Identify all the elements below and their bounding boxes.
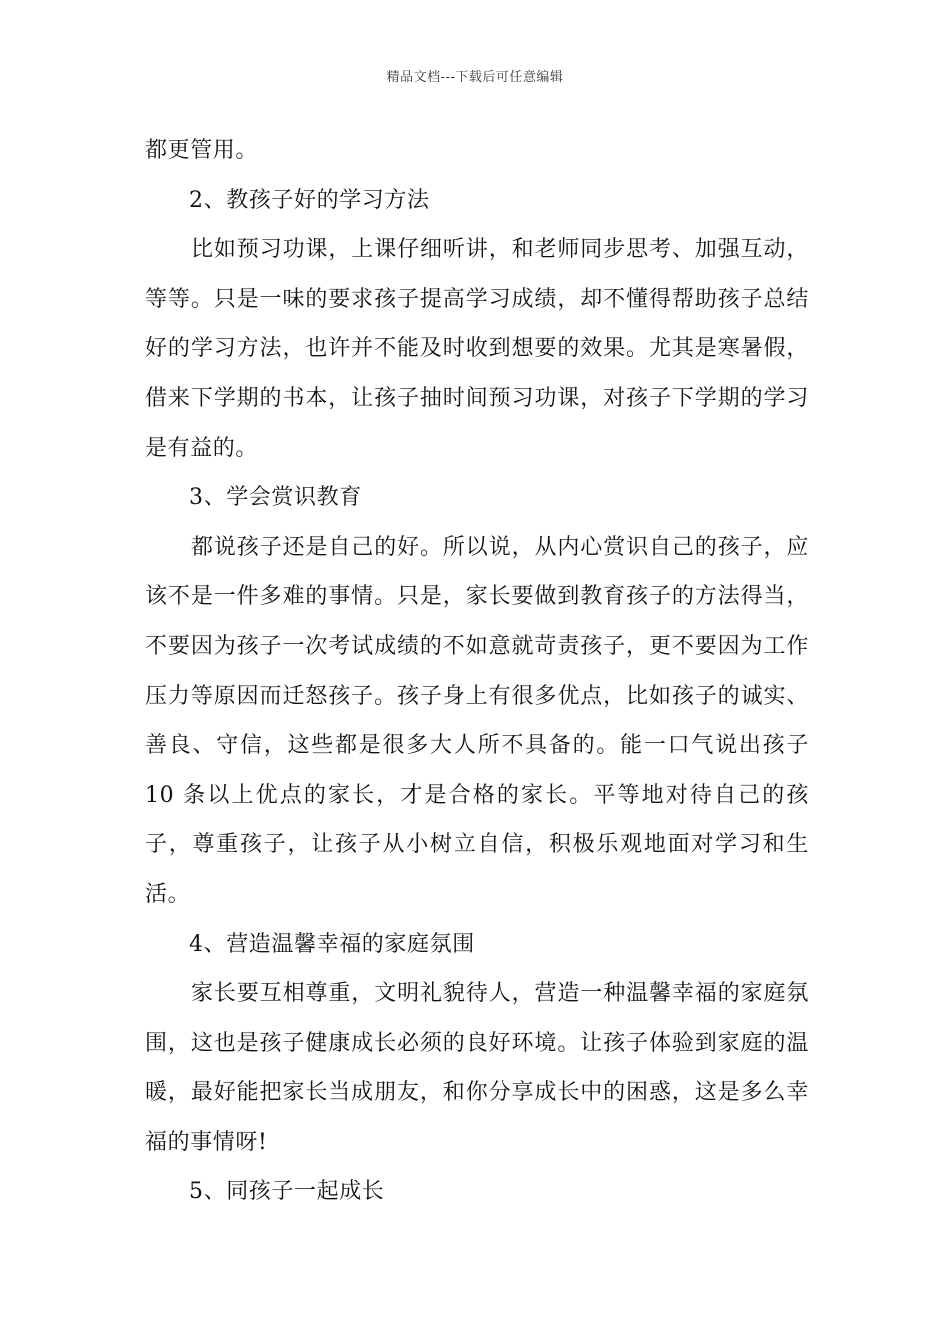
page-header: 精品文档---下载后可任意编辑	[386, 70, 564, 85]
paragraph-appreciation-education: 都说孩子还是自己的好。所以说，从内心赏识自己的孩子，应该不是一件多难的事情。只是，家长要做到教育孩子的方法得当，不要因为孩子一次考试成绩的不如意就苛责孩子，更不要因为工作压力等原因而迁怒孩子。孩子身上有很多优点，比如孩子的诚实、善良、守信，这些都是很多大人所不具备的。能一口气说出孩子 10 条以上优点的家长，才是合格的家长。平等地对待自己的孩子，尊重孩子，让孩子从小树立自信，积极乐观地面对学习和生活。	[145, 534, 809, 907]
paragraph-continuation: 都更管用。	[145, 138, 259, 163]
paragraph-family-atmosphere: 家长要互相尊重，文明礼貌待人，营造一种温馨幸福的家庭氛围，这也是孩子健康成长必须的良好环境。让孩子体验到家庭的温暖，最好能把家长当成朋友，和你分享成长中的困惑，这是多么幸福的事情呀!	[145, 981, 809, 1155]
section-heading-4: 4、营造温馨幸福的家庭氛围	[189, 931, 475, 957]
section-heading-3: 3、学会赏识教育	[189, 485, 362, 511]
paragraph-study-methods: 比如预习功课，上课仔细听讲，和老师同步思考、加强互动，等等。只是一味的要求孩子提高学习成绩，却不懂得帮助孩子总结好的学习方法，也许并不能及时收到想要的效果。尤其是寒暑假，借来下学期的书本，让孩子抽时间预习功课，对孩子下学期的学习是有益的。	[145, 237, 809, 461]
section-heading-5: 5、同孩子一起成长	[189, 1179, 385, 1205]
section-heading-2: 2、教孩子好的学习方法	[189, 187, 430, 213]
document-body	[145, 126, 809, 1217]
